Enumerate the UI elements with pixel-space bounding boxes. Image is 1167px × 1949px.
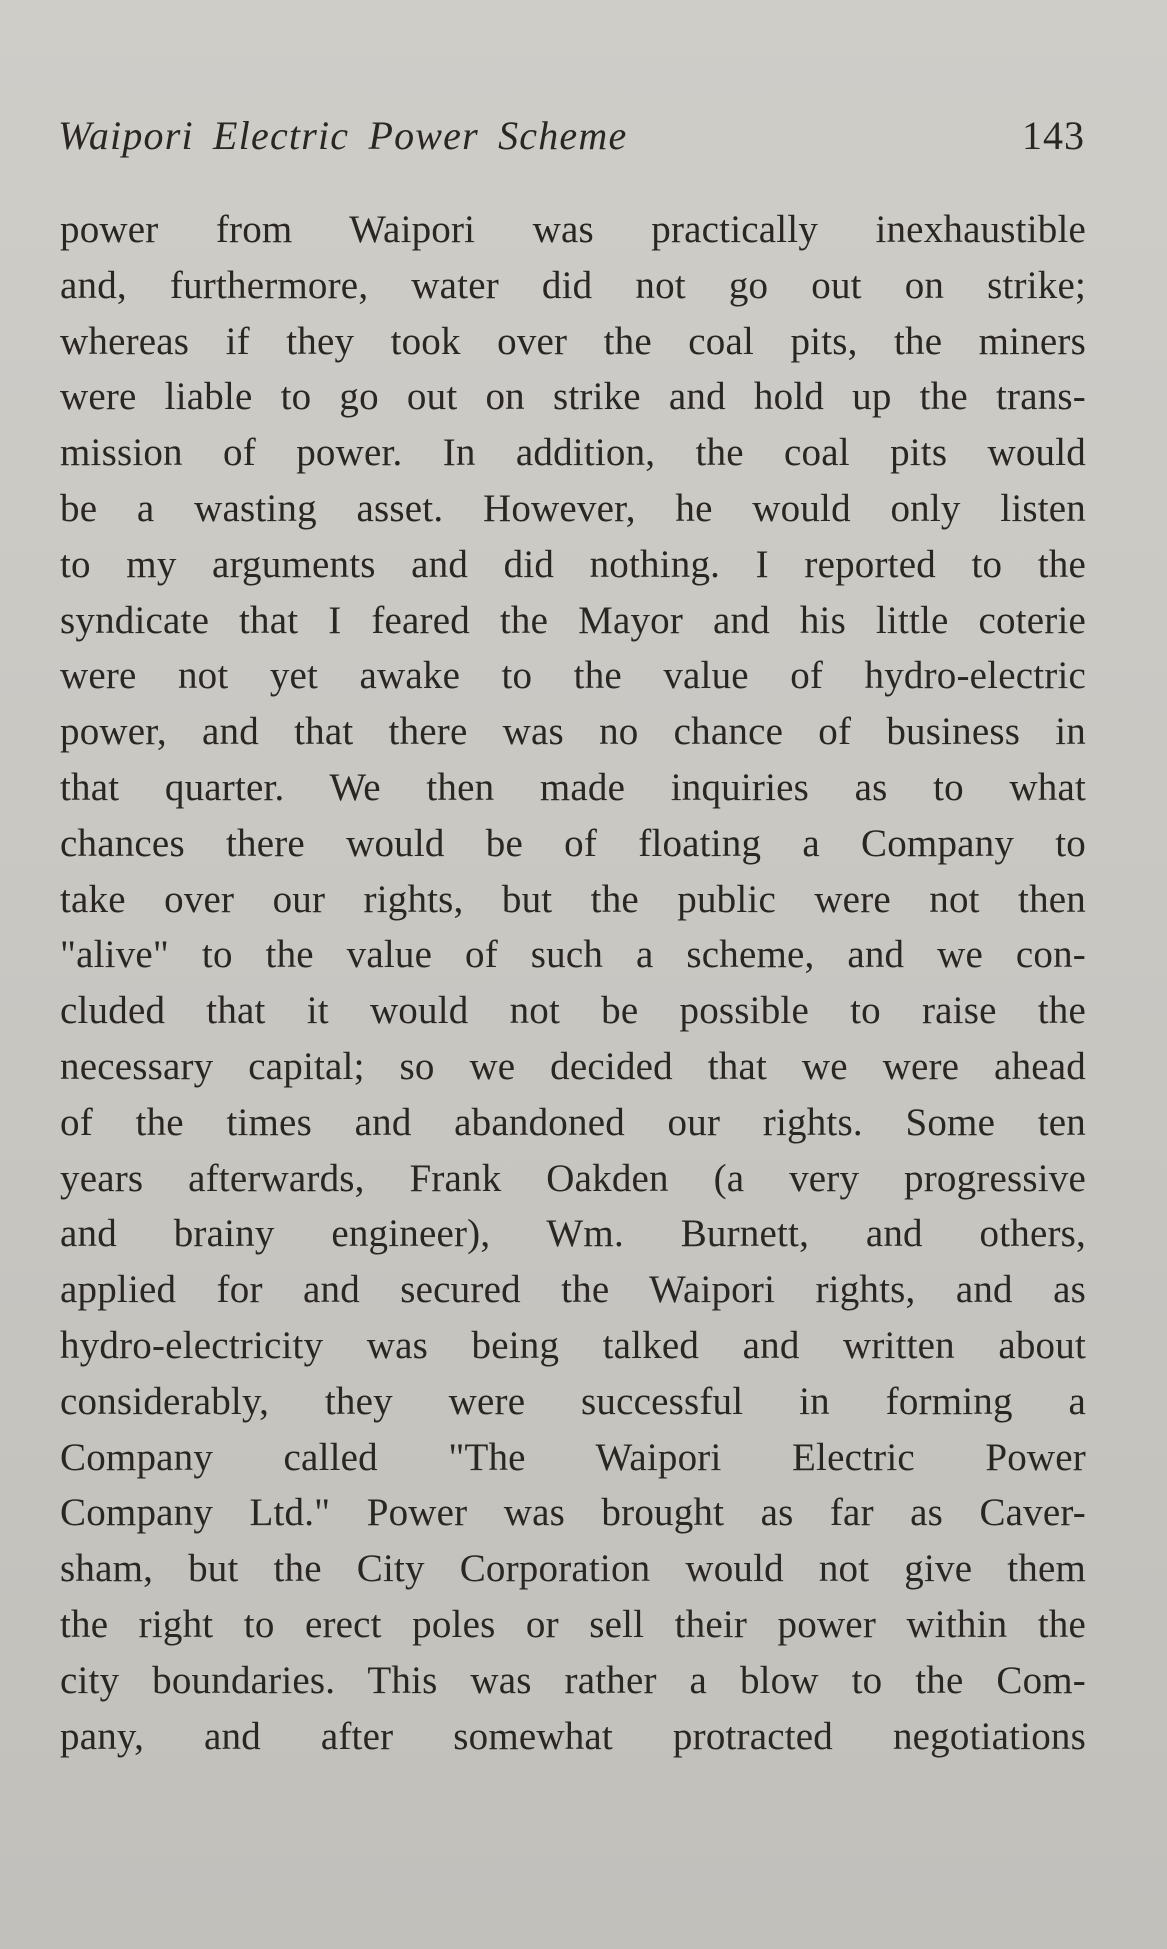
text-line: sham, but the City Corporation would not give them [60,1547,1086,1591]
text-line: and brainy engineer), Wm. Burnett, and others, [60,1212,1086,1256]
text-line: that quarter. We then made inquiries as to what [60,765,1086,809]
text-line: hydro-electricity was being talked and written about [60,1323,1086,1367]
text-line: city boundaries. This was rather a blow to the Com- [60,1658,1086,1702]
text-line: chances there would be of floating a Company to [60,821,1086,865]
text-line: power from Waipori was practically inexhaustible [60,208,1086,251]
text-line: were not yet awake to the value of hydro-electric [60,654,1086,698]
text-line: and, furthermore, water did not go out on strike; [60,263,1086,307]
text-line: necessary capital; so we decided that we were ahead [60,1044,1086,1088]
text-line: years afterwards, Frank Oakden (a very progressive [60,1156,1086,1200]
text-line: cluded that it would not be possible to raise the [60,989,1086,1033]
running-title: Waipori Electric Power Scheme [58,113,628,158]
text-line: the right to erect poles or sell their power within the [60,1602,1086,1646]
text-line: take over our rights, but the public were not then [60,877,1086,921]
text-line: of the times and abandoned our rights. Some ten [60,1100,1086,1144]
text-line: were liable to go out on strike and hold up the trans- [60,375,1086,419]
text-line: considerably, they were successful in forming a [60,1379,1086,1423]
text-line: to my arguments and did nothing. I reported to the [60,542,1086,586]
text-line: be a wasting asset. However, he would only listen [60,486,1086,530]
text-line: mission of power. In addition, the coal pits would [60,431,1086,475]
text-line: whereas if they took over the coal pits, the miners [60,319,1086,363]
text-line: Company called "The Waipori Electric Power [60,1435,1086,1479]
text-line: "alive" to the value of such a scheme, and we con- [60,933,1086,977]
page-number: 143 [1022,113,1085,158]
running-head [58,112,1085,168]
text-line: power, and that there was no chance of business in [60,710,1086,754]
body-text [60,202,1086,1764]
text-line: applied for and secured the Waipori rights, and as [60,1268,1086,1312]
text-line: Company Ltd." Power was brought as far as Caver- [60,1491,1086,1535]
text-line: syndicate that I feared the Mayor and his little coterie [60,598,1086,642]
text-line: pany, and after somewhat protracted negotiations [60,1714,1086,1758]
